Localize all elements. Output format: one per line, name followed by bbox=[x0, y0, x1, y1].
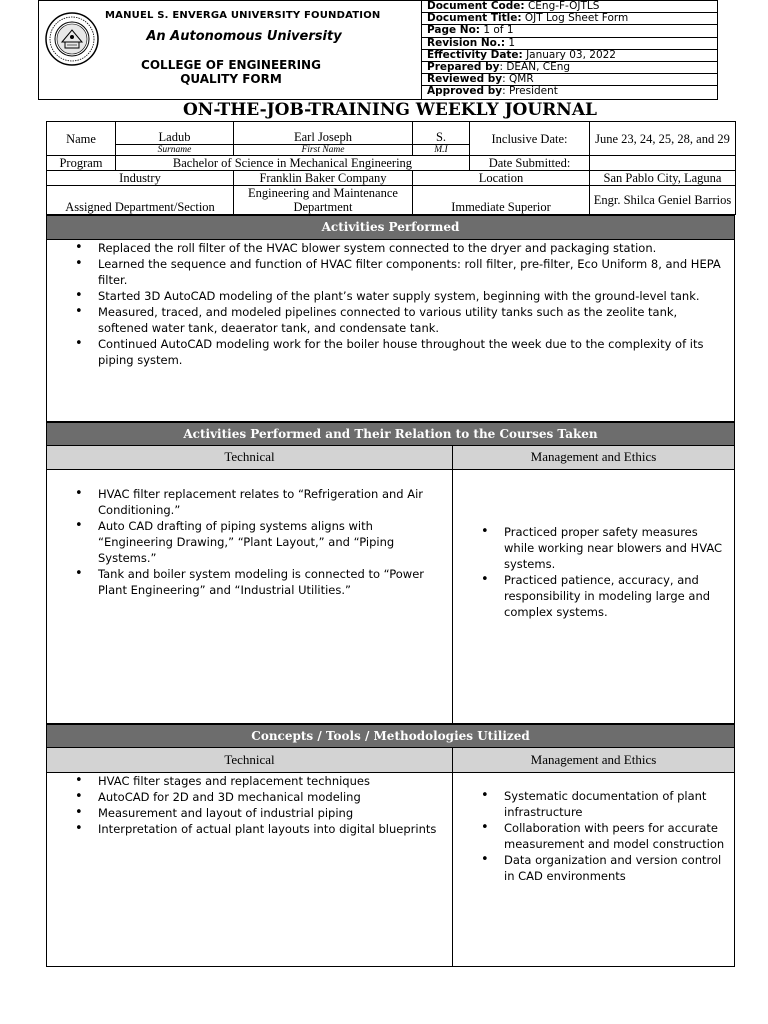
list-item: • Systematic documentation of plant infrastructure bbox=[453, 788, 730, 820]
list-item: • Learned the sequence and function of HVAC filter components: roll filter, pre-filter, Eco Uniform 8, and HEPA filter. bbox=[47, 256, 728, 288]
meta-label: Document Code: bbox=[427, 1, 525, 12]
meta-label: Reviewed by bbox=[427, 74, 503, 86]
document-meta bbox=[421, 1, 718, 99]
location-label: Location bbox=[413, 171, 590, 186]
university-seal-icon bbox=[45, 12, 99, 66]
list-item: • Started 3D AutoCAD modeling of the plant’s water supply system, beginning with the ground-level tank. bbox=[47, 288, 728, 304]
list-item: • Measurement and layout of industrial piping bbox=[47, 805, 438, 821]
department-label: Assigned Department/Section bbox=[47, 186, 234, 215]
name-label: Name bbox=[47, 122, 116, 156]
meta-row bbox=[422, 1, 718, 13]
activities-list bbox=[47, 240, 734, 368]
list-item: • AutoCAD for 2D and 3D mechanical modeling bbox=[47, 789, 438, 805]
list-item: • Practiced patience, accuracy, and responsibility in modeling large and complex systems. bbox=[453, 572, 726, 620]
list-item: • Interpretation of actual plant layouts into digital blueprints bbox=[47, 821, 438, 837]
header-left bbox=[39, 1, 421, 99]
meta-label: Effectivity Date: bbox=[427, 49, 523, 61]
journal-title: ON-THE-JOB-TRAINING WEEKLY JOURNAL bbox=[183, 100, 597, 120]
relation-heading: Activities Performed and Their Relation to the Courses Taken bbox=[46, 422, 735, 446]
autonomous-subtitle: An Autonomous University bbox=[146, 29, 342, 44]
list-item: • Replaced the roll filter of the HVAC blower system connected to the dryer and packaging station. bbox=[47, 240, 728, 256]
activities-heading: Activities Performed bbox=[46, 215, 735, 240]
activities-box bbox=[46, 240, 735, 422]
mi-caption: M.I bbox=[413, 145, 470, 156]
program-value: Bachelor of Science in Mechanical Engineering bbox=[116, 156, 470, 171]
surname-value: Ladub bbox=[116, 122, 234, 145]
concepts-management-body bbox=[452, 773, 735, 967]
form-header bbox=[38, 0, 718, 100]
meta-value: January 03, 2022 bbox=[522, 49, 616, 61]
meta-label: Document Title: bbox=[427, 13, 522, 25]
program-label: Program bbox=[47, 156, 116, 171]
list-item: • Auto CAD drafting of piping systems aligns with “Engineering Drawing,” “Plant Layout,” and “Piping Systems.” bbox=[47, 518, 438, 566]
list-item: • Continued AutoCAD modeling work for the boiler house throughout the week due to the complexity of its piping system. bbox=[47, 336, 728, 368]
university-name: MANUEL S. ENVERGA UNIVERSITY FOUNDATION bbox=[105, 10, 381, 21]
meta-value: : President bbox=[502, 86, 558, 98]
meta-value: 1 bbox=[505, 37, 516, 49]
table-row bbox=[47, 171, 736, 186]
inclusive-date-label: Inclusive Date: bbox=[470, 122, 590, 156]
concepts-heading: Concepts / Tools / Methodologies Utilized bbox=[46, 724, 735, 748]
mi-value: S. bbox=[413, 122, 470, 145]
relation-technical-list bbox=[47, 486, 452, 598]
list-item: • Collaboration with peers for accurate measurement and model construction bbox=[453, 820, 730, 852]
superior-label: Immediate Superior bbox=[413, 186, 590, 215]
meta-label: Approved by bbox=[427, 86, 503, 98]
industry-value: Franklin Baker Company bbox=[234, 171, 413, 186]
relation-management-body bbox=[452, 470, 735, 724]
list-item: • Data organization and version control in CAD environments bbox=[453, 852, 730, 884]
list-item: • HVAC filter replacement relates to “Refrigeration and Air Conditioning.” bbox=[47, 486, 438, 518]
meta-row bbox=[422, 38, 718, 50]
list-item: • HVAC filter stages and replacement techniques bbox=[47, 773, 438, 789]
meta-value: : QMR bbox=[502, 74, 534, 86]
list-item: • Practiced proper safety measures while working near blowers and HVAC systems. bbox=[453, 524, 726, 572]
concepts-technical-body bbox=[46, 773, 453, 967]
meta-row bbox=[422, 13, 718, 25]
superior-value: Engr. Shilca Geniel Barrios bbox=[590, 186, 736, 215]
meta-row bbox=[422, 62, 718, 74]
relation-technical-body bbox=[46, 470, 453, 724]
first-name-caption: First Name bbox=[234, 145, 413, 156]
meta-value: OJT Log Sheet Form bbox=[521, 13, 629, 25]
first-name-value: Earl Joseph bbox=[234, 122, 413, 145]
concepts-management-header: Management and Ethics bbox=[452, 748, 735, 773]
meta-row bbox=[422, 25, 718, 37]
meta-value: 1 of 1 bbox=[480, 25, 514, 37]
meta-row bbox=[422, 50, 718, 62]
relation-management-list bbox=[453, 524, 734, 620]
concepts-technical-header: Technical bbox=[46, 748, 453, 773]
meta-label: Prepared by bbox=[427, 61, 500, 73]
inclusive-date-value: June 23, 24, 25, 28, and 29 bbox=[590, 122, 736, 156]
meta-label: Revision No.: bbox=[427, 37, 506, 49]
meta-value: CEng-F-OJTLS bbox=[524, 1, 600, 12]
form-type-line: QUALITY FORM bbox=[180, 72, 282, 86]
concepts-management-list bbox=[453, 788, 734, 884]
date-submitted-value bbox=[590, 156, 736, 171]
relation-management-header: Management and Ethics bbox=[452, 446, 735, 470]
list-item: • Measured, traced, and modeled pipelines connected to various utility tanks such as the zeolite tank, softened water tank, deaerator tank, and condensate tank. bbox=[47, 304, 728, 336]
location-value: San Pablo City, Laguna bbox=[590, 171, 736, 186]
date-submitted-label: Date Submitted: bbox=[470, 156, 590, 171]
meta-row bbox=[422, 86, 718, 98]
table-row bbox=[47, 122, 736, 145]
industry-label: Industry bbox=[47, 171, 234, 186]
college-line: COLLEGE OF ENGINEERING bbox=[141, 58, 321, 72]
list-item: • Tank and boiler system modeling is connected to “Power Plant Engineering” and “Industrial Utilities.” bbox=[47, 566, 438, 598]
table-row bbox=[47, 156, 736, 171]
surname-caption: Surname bbox=[116, 145, 234, 156]
relation-technical-header: Technical bbox=[46, 446, 453, 470]
department-value: Engineering and Maintenance Department bbox=[234, 186, 413, 215]
meta-label: Page No: bbox=[427, 25, 480, 37]
student-info-table bbox=[46, 121, 736, 215]
meta-value: : DEAN, CEng bbox=[499, 61, 571, 73]
college-name bbox=[105, 58, 357, 86]
concepts-technical-list bbox=[47, 773, 452, 837]
table-row bbox=[47, 186, 736, 215]
meta-row bbox=[422, 74, 718, 86]
